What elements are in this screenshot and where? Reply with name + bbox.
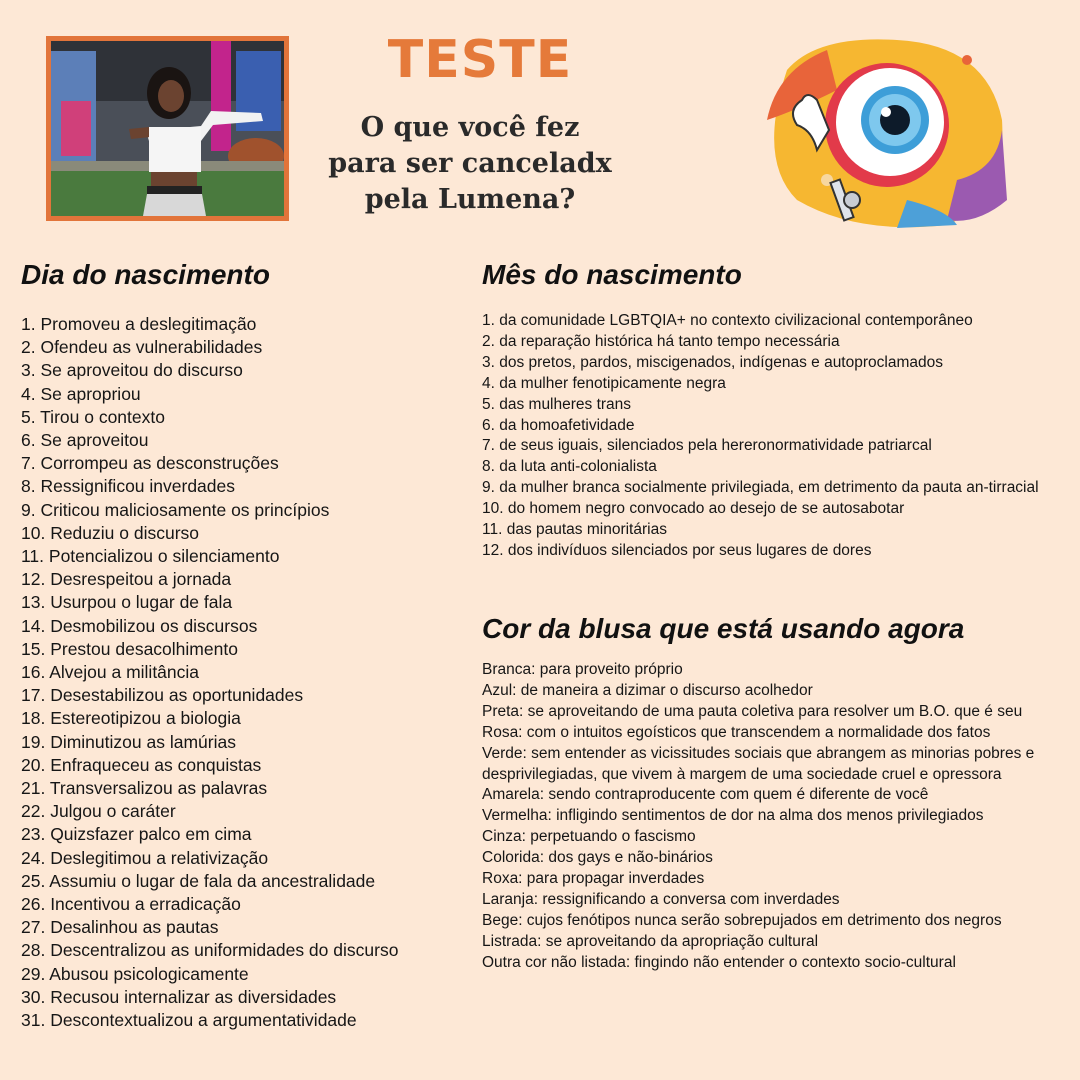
list-item: Laranja: ressignificando a conversa com inverdades <box>482 890 840 908</box>
subtitle-line: O que você fez <box>360 112 580 143</box>
subtitle-line: para ser canceladx <box>328 148 612 179</box>
big-brother-eye-mascot <box>757 30 1007 230</box>
list-item: 9. Criticou maliciosamente os princípios <box>21 499 330 520</box>
list-item: Listrada: se aproveitando da apropriação cultural <box>482 932 819 950</box>
list-item: 1. Promoveu a deslegitimação <box>21 314 257 334</box>
list-item: Rosa: com o intuitos egoísticos que transcendem a normalidade dos fatos <box>482 723 991 741</box>
list-item: 2. da reparação histórica há tanto tempo necessária <box>482 332 840 350</box>
header-photo <box>46 36 289 221</box>
list-item: 11. Potencializou o silenciamento <box>21 546 280 567</box>
day-list <box>21 313 461 1032</box>
list-item: 17. Desestabilizou as oportunidades <box>21 685 304 706</box>
list-item: Azul: de maneira a dizimar o discurso acolhedor <box>482 681 813 699</box>
list-item: 14. Desmobilizou os discursos <box>21 615 258 636</box>
list-item: 19. Diminutizou as lamúrias <box>21 731 236 752</box>
page-title: TESTE <box>387 30 573 90</box>
list-item: 16. Alvejou a militância <box>21 662 200 683</box>
list-item: 5. das mulheres trans <box>482 395 632 413</box>
list-item: 8. da luta anti-colonialista <box>482 458 657 476</box>
list-item: Roxa: para propagar inverdades <box>482 870 705 888</box>
list-item: 25. Assumiu o lugar de fala da ancestralidade <box>21 870 376 891</box>
mascot-image <box>757 30 1007 230</box>
list-item: 24. Deslegitimou a relativização <box>21 847 269 868</box>
list-item: Preta: se aproveitando de uma pauta coletiva para resolver um B.O. que é seu <box>482 702 1023 720</box>
subtitle-line: pela Lumena? <box>364 184 576 215</box>
photo-of-woman-pointing <box>51 41 284 216</box>
list-item: 7. de seus iguais, silenciados pela hereronormatividade patriarcal <box>482 437 932 455</box>
list-item: 10. do homem negro convocado ao desejo de se autosabotar <box>482 500 905 518</box>
list-item: 6. da homoafetividade <box>482 416 635 434</box>
list-item: 2. Ofendeu as vulnerabilidades <box>21 337 263 358</box>
list-item: Amarela: sendo contraproducente com quem é diferente de você <box>482 786 929 804</box>
month-heading: Mês do nascimento <box>482 259 742 290</box>
list-item: Verde: sem entender as vicissitudes sociais que abrangem as minorias pobres e desprivilegiadas, que vivem à margem de uma sociedade cruel e opressora <box>482 744 1035 783</box>
list-item: 3. Se aproveitou do discurso <box>21 360 243 381</box>
list-item: 1. da comunidade LGBTQIA+ no contexto civilizacional contemporâneo <box>482 312 973 329</box>
list-item: 28. Descentralizou as uniformidades do discurso <box>21 940 399 961</box>
list-item: Cinza: perpetuando o fascismo <box>482 828 696 846</box>
color-list <box>482 660 1067 974</box>
color-heading: Cor da blusa que está usando agora <box>482 613 965 644</box>
list-item: 15. Prestou desacolhimento <box>21 638 238 659</box>
list-item: 21. Transversalizou as palavras <box>21 778 268 799</box>
list-item: Colorida: dos gays e não-binários <box>482 849 713 867</box>
list-item: 13. Usurpou o lugar de fala <box>21 592 233 613</box>
list-item: 5. Tirou o contexto <box>21 406 165 427</box>
list-item: 12. Desrespeitou a jornada <box>21 569 232 590</box>
list-item: Vermelha: infligindo sentimentos de dor na alma dos menos privilegiados <box>482 807 984 825</box>
page-subtitle <box>310 110 630 218</box>
list-item: 6. Se aproveitou <box>21 430 149 451</box>
list-item: 22. Julgou o caráter <box>21 801 176 822</box>
list-item: 27. Desalinhou as pautas <box>21 917 219 938</box>
list-item: 18. Estereotipizou a biologia <box>21 708 241 729</box>
list-item: 11. das pautas minoritárias <box>482 521 667 539</box>
list-item: Bege: cujos fenótipos nunca serão sobrepujados em detrimento dos negros <box>482 911 1002 929</box>
list-item: 31. Descontextualizou a argumentatividade <box>21 1010 357 1031</box>
list-item: 3. dos pretos, pardos, miscigenados, indígenas e autoproclamados <box>482 353 943 371</box>
month-list <box>482 311 1062 562</box>
list-item: 20. Enfraqueceu as conquistas <box>21 754 262 775</box>
list-item: 4. da mulher fenotipicamente negra <box>482 374 726 392</box>
list-item: 30. Recusou internalizar as diversidades <box>21 986 337 1007</box>
list-item: 23. Quizsfazer palco em cima <box>21 824 252 845</box>
list-item: 29. Abusou psicologicamente <box>21 963 249 984</box>
list-item: 9. da mulher branca socialmente privilegiada, em detrimento da pauta an-tirracial <box>482 479 1039 497</box>
day-heading: Dia do nascimento <box>21 259 270 290</box>
list-item: 7. Corrompeu as desconstruções <box>21 453 279 474</box>
list-item: 8. Ressignificou inverdades <box>21 476 236 497</box>
list-item: 10. Reduziu o discurso <box>21 522 200 543</box>
list-item: Branca: para proveito próprio <box>482 661 683 678</box>
list-item: Outra cor não listada: fingindo não entender o contexto socio-cultural <box>482 953 956 971</box>
list-item: 12. dos indivíduos silenciados por seus lugares de dores <box>482 541 872 559</box>
list-item: 26. Incentivou a erradicação <box>21 894 241 915</box>
list-item: 4. Se apropriou <box>21 383 141 404</box>
